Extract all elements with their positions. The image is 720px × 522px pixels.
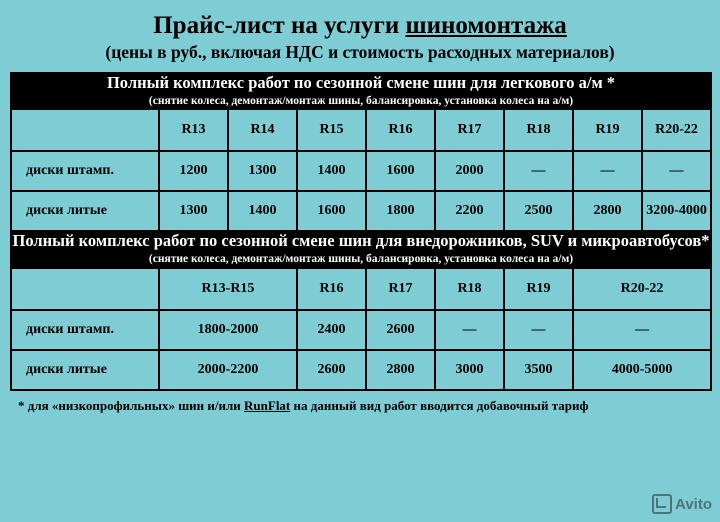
section2-header-col-2: R16	[297, 268, 366, 310]
section1-row0-val6: —	[573, 151, 642, 191]
section2-row0-val4: —	[504, 310, 573, 350]
section2-row1-val0: 2000-2200	[159, 350, 297, 390]
section1-row1-val5: 2500	[504, 191, 573, 231]
section2-row0-val5: —	[573, 310, 711, 350]
section1-row1-val3: 1800	[366, 191, 435, 231]
section1-header-col-2: R14	[228, 109, 297, 151]
section1-row0-label: диски штамп.	[11, 151, 159, 191]
section1-header-row	[11, 109, 711, 151]
table-row	[11, 310, 711, 350]
section2-header-col-3: R17	[366, 268, 435, 310]
section1-row1-val6: 2800	[573, 191, 642, 231]
section2-header-col-4: R18	[435, 268, 504, 310]
section1-header-col-1: R13	[159, 109, 228, 151]
section1-band-title: Полный комплекс работ по сезонной смене шин для легкового а/м *	[106, 72, 616, 92]
section2-header-row	[11, 268, 711, 310]
section2-row1-val1: 2600	[297, 350, 366, 390]
section1-band-cell	[11, 73, 711, 110]
section1-row1-val4: 2200	[435, 191, 504, 231]
page-title-part2: шиномонтажа	[405, 12, 567, 39]
section2-row1-val4: 3500	[504, 350, 573, 390]
section1-row1-val2: 1600	[297, 191, 366, 231]
section2-header-col-5: R19	[504, 268, 573, 310]
section1-row1-val7: 3200-4000	[642, 191, 711, 231]
section2-band-title: Полный комплекс работ по сезонной смене шин для внедорожников, SUV и микроавтобусов*	[12, 231, 710, 251]
section2-header-col-1: R13-R15	[159, 268, 297, 310]
section2-row1-label: диски литые	[11, 350, 159, 390]
footnote-prefix: * для «низкопрофильных» шин и/или	[18, 398, 245, 414]
section1-row1-val0: 1300	[159, 191, 228, 231]
table-row	[11, 350, 711, 390]
section2-row0-val3: —	[435, 310, 504, 350]
section1-row0-val1: 1300	[228, 151, 297, 191]
footnote-underlined: RunFlat	[244, 398, 291, 414]
section1-header-col-8: R20-22	[642, 109, 711, 151]
table-row	[11, 151, 711, 191]
section2-row1-val5: 4000-5000	[573, 350, 711, 390]
section1-row0-val2: 1400	[297, 151, 366, 191]
section2-row0-val2: 2600	[366, 310, 435, 350]
section2-row1-val2: 2800	[366, 350, 435, 390]
section2-band-cell	[11, 231, 711, 268]
page-title	[10, 12, 710, 40]
section1-header-col-3: R15	[297, 109, 366, 151]
section1-row0-val5: —	[504, 151, 573, 191]
price-table	[10, 72, 712, 392]
avito-watermark	[652, 494, 712, 514]
section2-header-col-0	[11, 268, 159, 310]
section1-band-subtitle: (снятие колеса, демонтаж/монтаж шины, балансировка, установка колеса на а/м)	[148, 94, 574, 107]
section1-row0-val4: 2000	[435, 151, 504, 191]
section1-header-col-6: R18	[504, 109, 573, 151]
section2-row0-val1: 2400	[297, 310, 366, 350]
table-row	[11, 191, 711, 231]
page-title-part1: Прайс-лист на услуги	[153, 12, 406, 39]
section2-band-row	[11, 231, 711, 268]
footnote-suffix: на данный вид работ вводится добавочный тариф	[290, 398, 589, 414]
section1-row1-label: диски литые	[11, 191, 159, 231]
avito-watermark-label: Avito	[675, 495, 712, 513]
section2-band-subtitle: (снятие колеса, демонтаж/монтаж шины, балансировка, установка колеса на а/м)	[148, 253, 574, 266]
section1-row0-val0: 1200	[159, 151, 228, 191]
section1-row0-val3: 1600	[366, 151, 435, 191]
section2-header-col-6: R20-22	[573, 268, 711, 310]
section1-header-col-0	[11, 109, 159, 151]
section2-row0-val0: 1800-2000	[159, 310, 297, 350]
section2-row0-label: диски штамп.	[11, 310, 159, 350]
footnote	[18, 398, 704, 414]
section1-row1-val1: 1400	[228, 191, 297, 231]
page-subtitle: (цены в руб., включая НДС и стоимость расходных материалов)	[105, 41, 615, 62]
section2-row1-val3: 3000	[435, 350, 504, 390]
avito-logo-icon	[652, 494, 672, 514]
section1-header-col-7: R19	[573, 109, 642, 151]
section1-header-col-4: R16	[366, 109, 435, 151]
section1-header-col-5: R17	[435, 109, 504, 151]
section1-band-row	[11, 73, 711, 110]
section1-row0-val7: —	[642, 151, 711, 191]
